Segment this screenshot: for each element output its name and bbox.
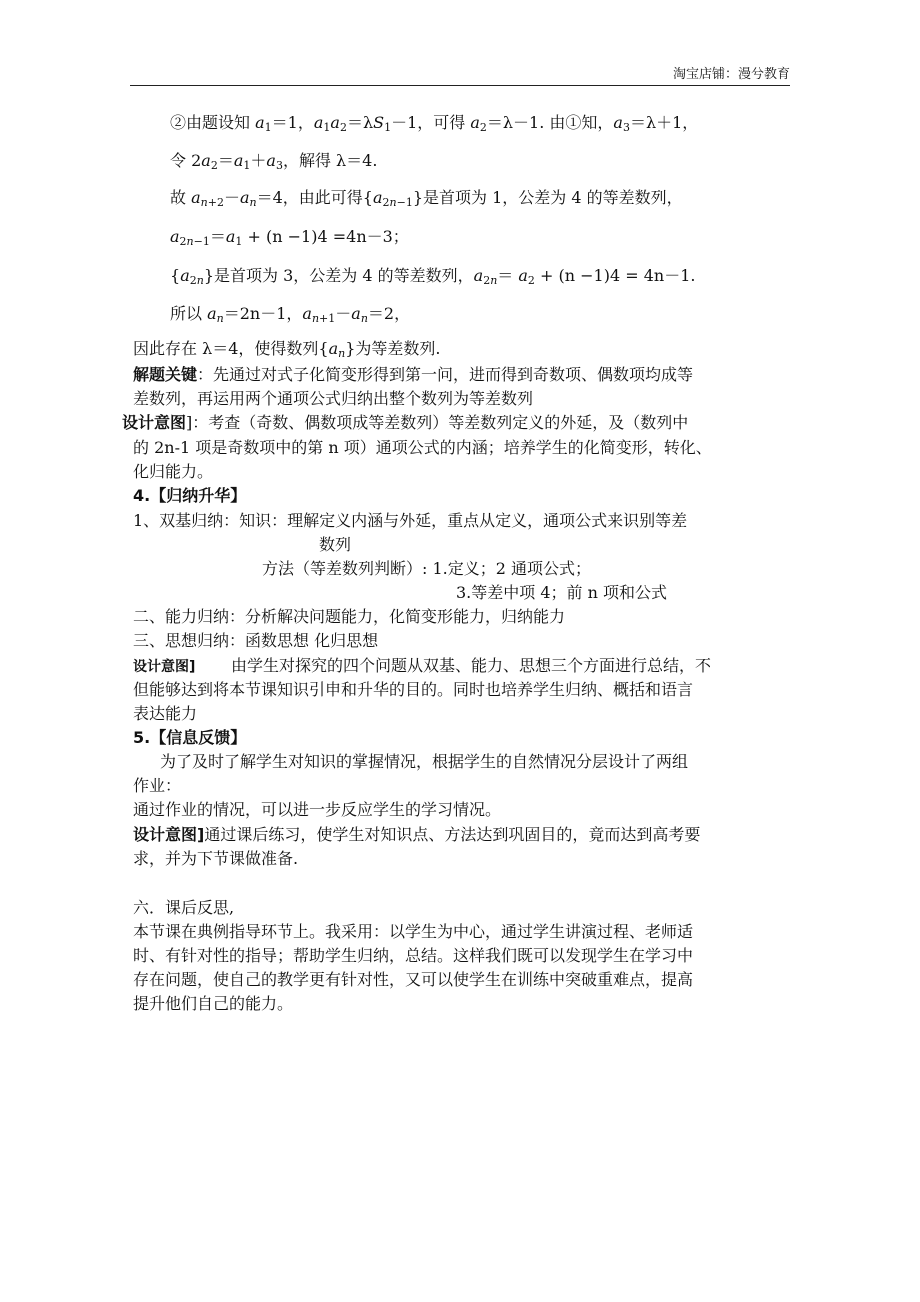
math-line-6: 所以 $a_n=2n-1$，$a_{n+1}-a_n=2$， (170, 304, 411, 325)
section-4-heading: 4.【归纳升华】 (133, 486, 247, 505)
math-line-7: 因此存在 λ＝4，使得数列$\{a_n\}$为等差数列. (133, 339, 441, 360)
feedback-line-2: 作业： (133, 776, 182, 795)
summary-line-4: 3.等差中项 4；前 n 项和公式 (456, 583, 668, 602)
summary-line-6: 三、思想归纳：函数思想 化归思想 (133, 631, 379, 650)
reflection-line-2: 时、有针对性的指导；帮助学生归纳，总结。这样我们既可以发现学生在学习中 (133, 946, 694, 965)
key-line-2: 差数列，再运用两个通项公式归纳出整个数列为等差数列 (133, 389, 534, 408)
section-5-heading: 5.【信息反馈】 (133, 728, 247, 747)
reflection-line-1: 本节课在典例指导环节上。我采用：以学生为中心，通过学生讲演过程、老师适 (133, 922, 694, 941)
design-3-line-1: 设计意图]通过课后练习，使学生对知识点、方法达到巩固目的，竟而达到高考要 (133, 825, 701, 844)
math-line-4: $a_{2n-1}=a_1 + (n -1)4 =4n-3$； (170, 227, 409, 248)
page-header (130, 63, 790, 86)
design-1-line-3: 化归能力。 (133, 462, 214, 481)
header-text: 淘宝店铺：漫兮教育 (672, 67, 790, 82)
design-label: 设计意图] (133, 659, 196, 675)
design-2-line-1: 设计意图] 由学生对探究的四个问题从双基、能力、思想三个方面进行总结，不 (133, 656, 712, 675)
design-1-line-1: 设计意图]：考查（奇数、偶数项成等差数列）等差数列定义的外延，及（数列中 (122, 413, 689, 432)
key-line-1: 解题关键：先通过对式子化简变形得到第一问，进而得到奇数项、偶数项均成等 (133, 365, 694, 384)
key-label: 解题关键 (133, 365, 198, 384)
design-3-line-2: 求，并为下节课做准备. (133, 849, 299, 868)
design-1-line-2: 的 2n-1 项是奇数项中的第 n 项）通项公式的内涵；培养学生的化简变形，转化、 (133, 438, 712, 457)
math-line-5: $\{a_{2n}\}$是首项为 3，公差为 4 的等差数列，$a_{2n}= a_2 + (n -1)4 = 4n-1$. (170, 266, 696, 287)
summary-line-1: 1、双基归纳：知识：理解定义内涵与外延，重点从定义，通项公式来识别等差 (133, 511, 688, 530)
design-label: 设计意图 (122, 413, 187, 432)
reflection-title: 六．课后反思, (133, 898, 235, 917)
summary-line-3: 方法（等差数列判断）: 1.定义；2 通项公式； (262, 559, 592, 578)
design-2-line-2: 但能够达到将本节课知识引申和升华的目的。同时也培养学生归纳、概括和语言 (133, 680, 694, 699)
math-line-2: 令 $2a_2=a_1+a_3$，解得 λ＝4. (170, 151, 378, 172)
feedback-line-3: 通过作业的情况，可以进一步反应学生的学习情况。 (133, 800, 502, 819)
math-line-1: ②由题设知 $a_1=1$，$a_1a_2=\lambda S_1-1$，可得 $a_2=\lambda-1$. 由①知，$a_3=\lambda+1$， (170, 113, 699, 134)
design-label: 设计意图] (133, 825, 205, 844)
design-2-line-3: 表达能力 (133, 704, 198, 723)
reflection-line-3: 存在问题，使自己的教学更有针对性，又可以使学生在训练中突破重难点，提高 (133, 970, 694, 989)
summary-line-5: 二、能力归纳：分析解决问题能力，化简变形能力，归纳能力 (133, 607, 566, 626)
feedback-line-1: 为了及时了解学生对知识的掌握情况，根据学生的自然情况分层设计了两组 (160, 752, 689, 771)
summary-line-2: 数列 (319, 535, 352, 554)
math-line-3: 故 $a_{n+2}-a_n=4$，由此可得$\{a_{2n-1}\}$是首项为 1，公差为 4 的等差数列， (170, 188, 683, 209)
reflection-line-4: 提升他们自己的能力。 (133, 994, 294, 1013)
